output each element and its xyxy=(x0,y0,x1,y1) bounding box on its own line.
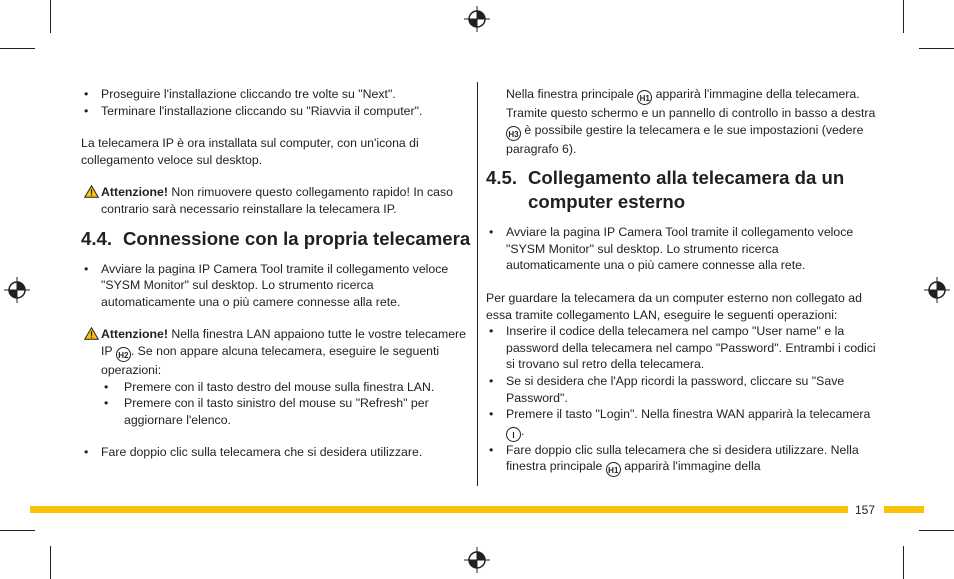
paragraph-text: Nella finestra principale xyxy=(506,87,638,101)
crop-mark xyxy=(0,530,35,531)
warning-icon xyxy=(84,327,99,340)
reference-badge: H1 xyxy=(637,90,652,105)
registration-mark-icon xyxy=(4,277,30,303)
section-title: Collegamento alla telecamera da un computer esterno xyxy=(528,167,845,213)
warning-icon xyxy=(84,185,99,198)
crop-mark xyxy=(50,546,51,579)
paragraph: Per guardare la telecamera da un computer esterno non collegato ad essa tramite collegamento LAN, eseguire le seguenti operazioni: xyxy=(486,290,862,322)
list-item: • Inserire il codice della telecamera nel campo "User name" e la password della telecamera nel campo "Password". Entrambi i codici si trovano sul retro della telecamera. xyxy=(486,323,876,373)
registration-mark-icon xyxy=(464,6,490,32)
list-item-text: Premere il tasto "Login". Nella finestra WAN apparirà la telecamera xyxy=(506,407,871,422)
list-item-text: apparirà l'immagine della xyxy=(620,459,761,474)
list-item: • Fare doppio clic sulla telecamera che si desidera utilizzare. xyxy=(81,444,471,461)
reference-badge: H2 xyxy=(116,347,131,362)
reference-badge: I xyxy=(506,427,521,442)
footer-bar xyxy=(30,506,848,513)
list-item: • Avviare la pagina IP Camera Tool tramite il collegamento veloce "SYSM Monitor" sul desktop. Lo strumento ricerca automaticamente una o più camere connesse alla rete. xyxy=(81,261,471,311)
sub-list-item: • Premere con il tasto destro del mouse sulla finestra LAN. xyxy=(81,379,471,396)
registration-mark-icon xyxy=(924,277,950,303)
list-item: • Avviare la pagina IP Camera Tool tramite il collegamento veloce "SYSM Monitor" sul desktop. Lo strumento ricerca automaticamente una o più camere connesse alla rete. xyxy=(486,224,876,274)
list-item: • Se si desidera che l'App ricordi la password, cliccare su "Save Password". xyxy=(486,373,876,406)
section-heading xyxy=(81,227,471,251)
crop-mark xyxy=(919,530,954,531)
warning-label: Attenzione! xyxy=(101,185,168,200)
footer-bar xyxy=(884,506,924,513)
list-item-text: Fare doppio clic sulla telecamera che si desidera utilizzare. Nella finestra principale xyxy=(506,442,859,474)
paragraph: La telecamera IP è ora installata sul computer, con un'icona di collegamento veloce sul desktop. xyxy=(81,136,419,167)
warning-text: . Se non appare alcuna telecamera, eseguire le seguenti operazioni: xyxy=(101,343,440,377)
paragraph xyxy=(486,86,876,157)
warning-label: Attenzione! xyxy=(101,327,168,342)
crop-mark xyxy=(903,0,904,33)
list-item xyxy=(486,442,876,478)
right-column xyxy=(486,86,876,477)
reference-badge: H3 xyxy=(506,126,521,141)
reference-badge: H1 xyxy=(606,462,621,477)
crop-mark xyxy=(0,48,35,49)
section-number: 4.4. xyxy=(81,227,113,249)
left-column xyxy=(81,86,471,461)
crop-mark xyxy=(903,546,904,579)
crop-mark xyxy=(919,48,954,49)
list-item: • Terminare l'installazione cliccando su "Riavvia il computer". xyxy=(81,103,471,120)
list-item: • Proseguire l'installazione cliccando tre volte su "Next". xyxy=(81,86,471,103)
page-number: 157 xyxy=(855,503,876,517)
list-item xyxy=(486,406,876,442)
list-item-text: . xyxy=(521,423,525,438)
section-heading xyxy=(486,166,876,214)
warning-text: Non rimuovere questo collegamento rapido! In caso contrario sarà necessario reinstallare la telecamera IP. xyxy=(101,185,453,216)
section-title: Connessione con la propria telecamera xyxy=(123,227,471,249)
warning-note xyxy=(81,326,471,378)
paragraph-text: è possibile gestire la telecamera e le sue impostazioni (vedere paragrafo 6). xyxy=(506,122,864,156)
sub-list-item: • Premere con il tasto sinistro del mouse su "Refresh" per aggiornare l'elenco. xyxy=(81,395,471,428)
column-divider xyxy=(477,82,478,486)
registration-mark-icon xyxy=(464,547,490,573)
section-number: 4.5. xyxy=(486,167,518,189)
crop-mark xyxy=(50,0,51,33)
warning-note xyxy=(81,184,471,217)
paragraph-text: apparirà l'immagine della telecamera. Tramite questo schermo e un pannello di controllo in basso a destra xyxy=(506,87,876,120)
warning-text: Nella finestra LAN appaiono tutte le vostre telecamere IP xyxy=(101,327,466,358)
